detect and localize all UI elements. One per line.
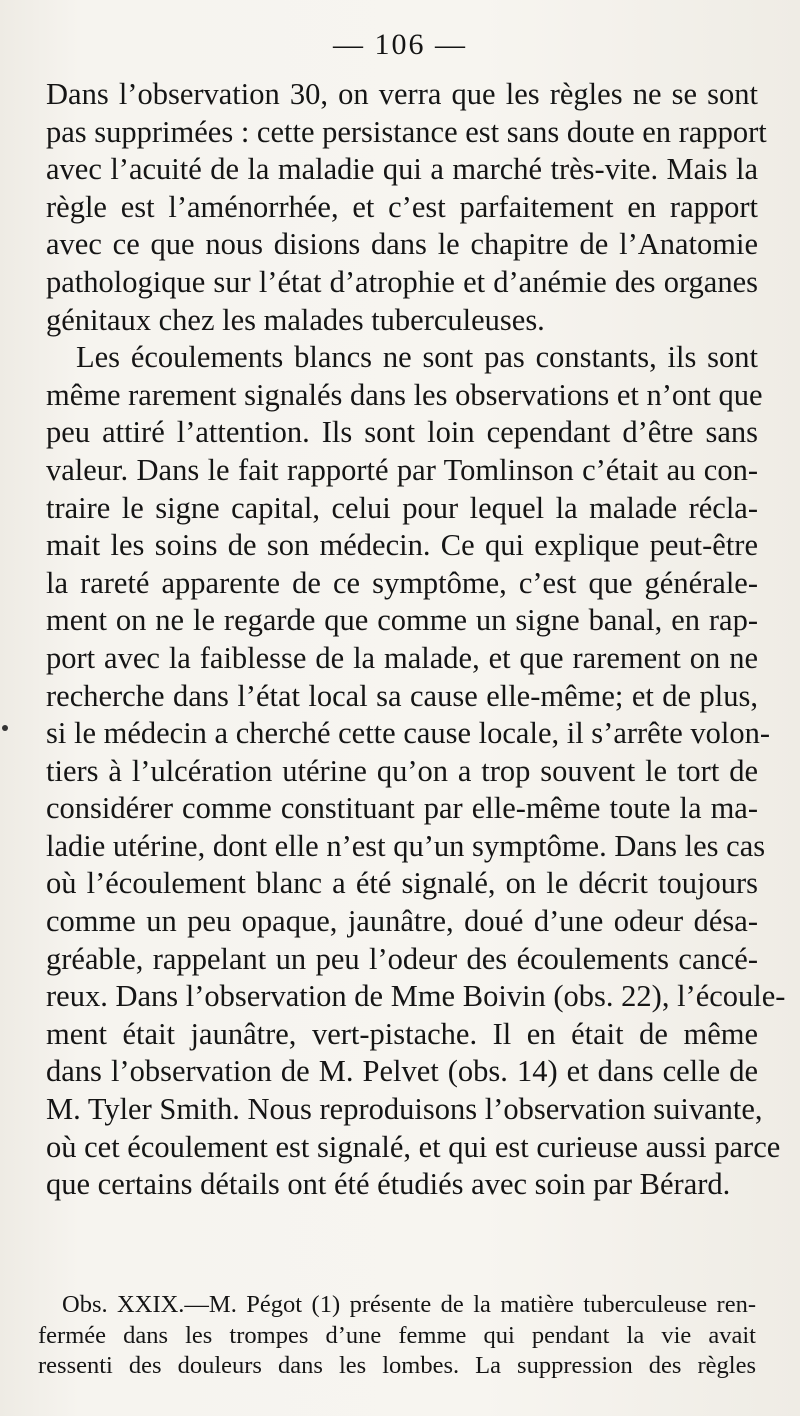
text-line: traire le signe capital, celui pour lequel la malade récla- — [46, 490, 758, 525]
text-line: où cet écoulement est signalé, et qui est curieuse aussi parce — [46, 1129, 781, 1164]
text-line: Dans l’observation 30, on verra que les règles ne se sont — [46, 77, 758, 111]
text-line: considérer comme constituant par elle-même toute la ma- — [46, 791, 758, 826]
text-line: ment était jaunâtre, vert-pistache. Il en était de même — [46, 1016, 758, 1051]
margin-mark — [2, 725, 8, 731]
text-line: valeur. Dans le fait rapporté par Tomlinson c’était au con- — [46, 452, 758, 487]
text-line: Les écoulements blancs ne sont pas constants, ils sont — [76, 340, 758, 375]
text-line: avec l’acuité de la maladie qui a marché très-vite. Mais la — [46, 152, 758, 187]
text-line: pas supprimées : cette persistance est sans doute en rapport — [46, 114, 767, 149]
obs-line: ressenti des douleurs dans les lombes. La suppression des règles — [38, 1352, 756, 1379]
text-line: pathologique sur l’état d’atrophie et d’anémie des organes — [46, 264, 758, 299]
text-line: avec ce que nous disions dans le chapitre de l’Anatomie — [46, 227, 758, 262]
page-number: — 106 — — [333, 28, 467, 61]
text-line: dans l’observation de M. Pelvet (obs. 14) et dans celle de — [46, 1054, 758, 1089]
text-line: peu attiré l’attention. Ils sont loin cependant d’être sans — [46, 415, 758, 450]
text-line: comme un peu opaque, jaunâtre, doué d’une odeur désa- — [46, 904, 758, 939]
text-line: génitaux chez les malades tuberculeuses. — [46, 302, 545, 337]
text-line: ladie utérine, dont elle n’est qu’un symptôme. Dans les cas — [46, 828, 766, 863]
text-line: règle est l’aménorrhée, et c’est parfaitement en rapport — [46, 189, 758, 224]
text-line: que certains détails ont été étudiés avec soin par Bérard. — [46, 1167, 731, 1202]
text-line: mait les soins de son médecin. Ce qui explique peut-être — [46, 528, 758, 563]
text-line: recherche dans l’état local sa cause elle-même; et de plus, — [46, 678, 758, 713]
text-line: M. Tyler Smith. Nous reproduisons l’observation suivante, — [46, 1092, 763, 1127]
text-line: port avec la faiblesse de la malade, et que rarement on ne — [46, 640, 758, 675]
text-line: tiers à l’ulcération utérine qu’on a trop souvent le tort de — [46, 753, 758, 788]
observation-text — [38, 1290, 756, 1382]
obs-line: fermée dans les trompes d’une femme qui pendant la vie avait — [38, 1321, 756, 1349]
text-line: gréable, rappelant un peu l’odeur des écoulements cancé- — [46, 941, 758, 976]
text-line: où l’écoulement blanc a été signalé, on le décrit toujours — [46, 866, 758, 901]
text-line: reux. Dans l’observation de Mme Boivin (obs. 22), l’écoule- — [46, 979, 786, 1014]
obs-line: Obs. XXIX.—M. Pégot (1) présente de la matière tuberculeuse ren- — [62, 1291, 756, 1318]
text-line: ment on ne le regarde que comme un signe banal, en rap- — [46, 603, 758, 638]
text-line: même rarement signalés dans les observations et n’ont que — [46, 377, 763, 412]
text-line: si le médecin a cherché cette cause locale, il s’arrête volon- — [46, 716, 770, 751]
text-line: la rareté apparente de ce symptôme, c’est que générale- — [46, 565, 758, 600]
main-text — [46, 76, 786, 1204]
